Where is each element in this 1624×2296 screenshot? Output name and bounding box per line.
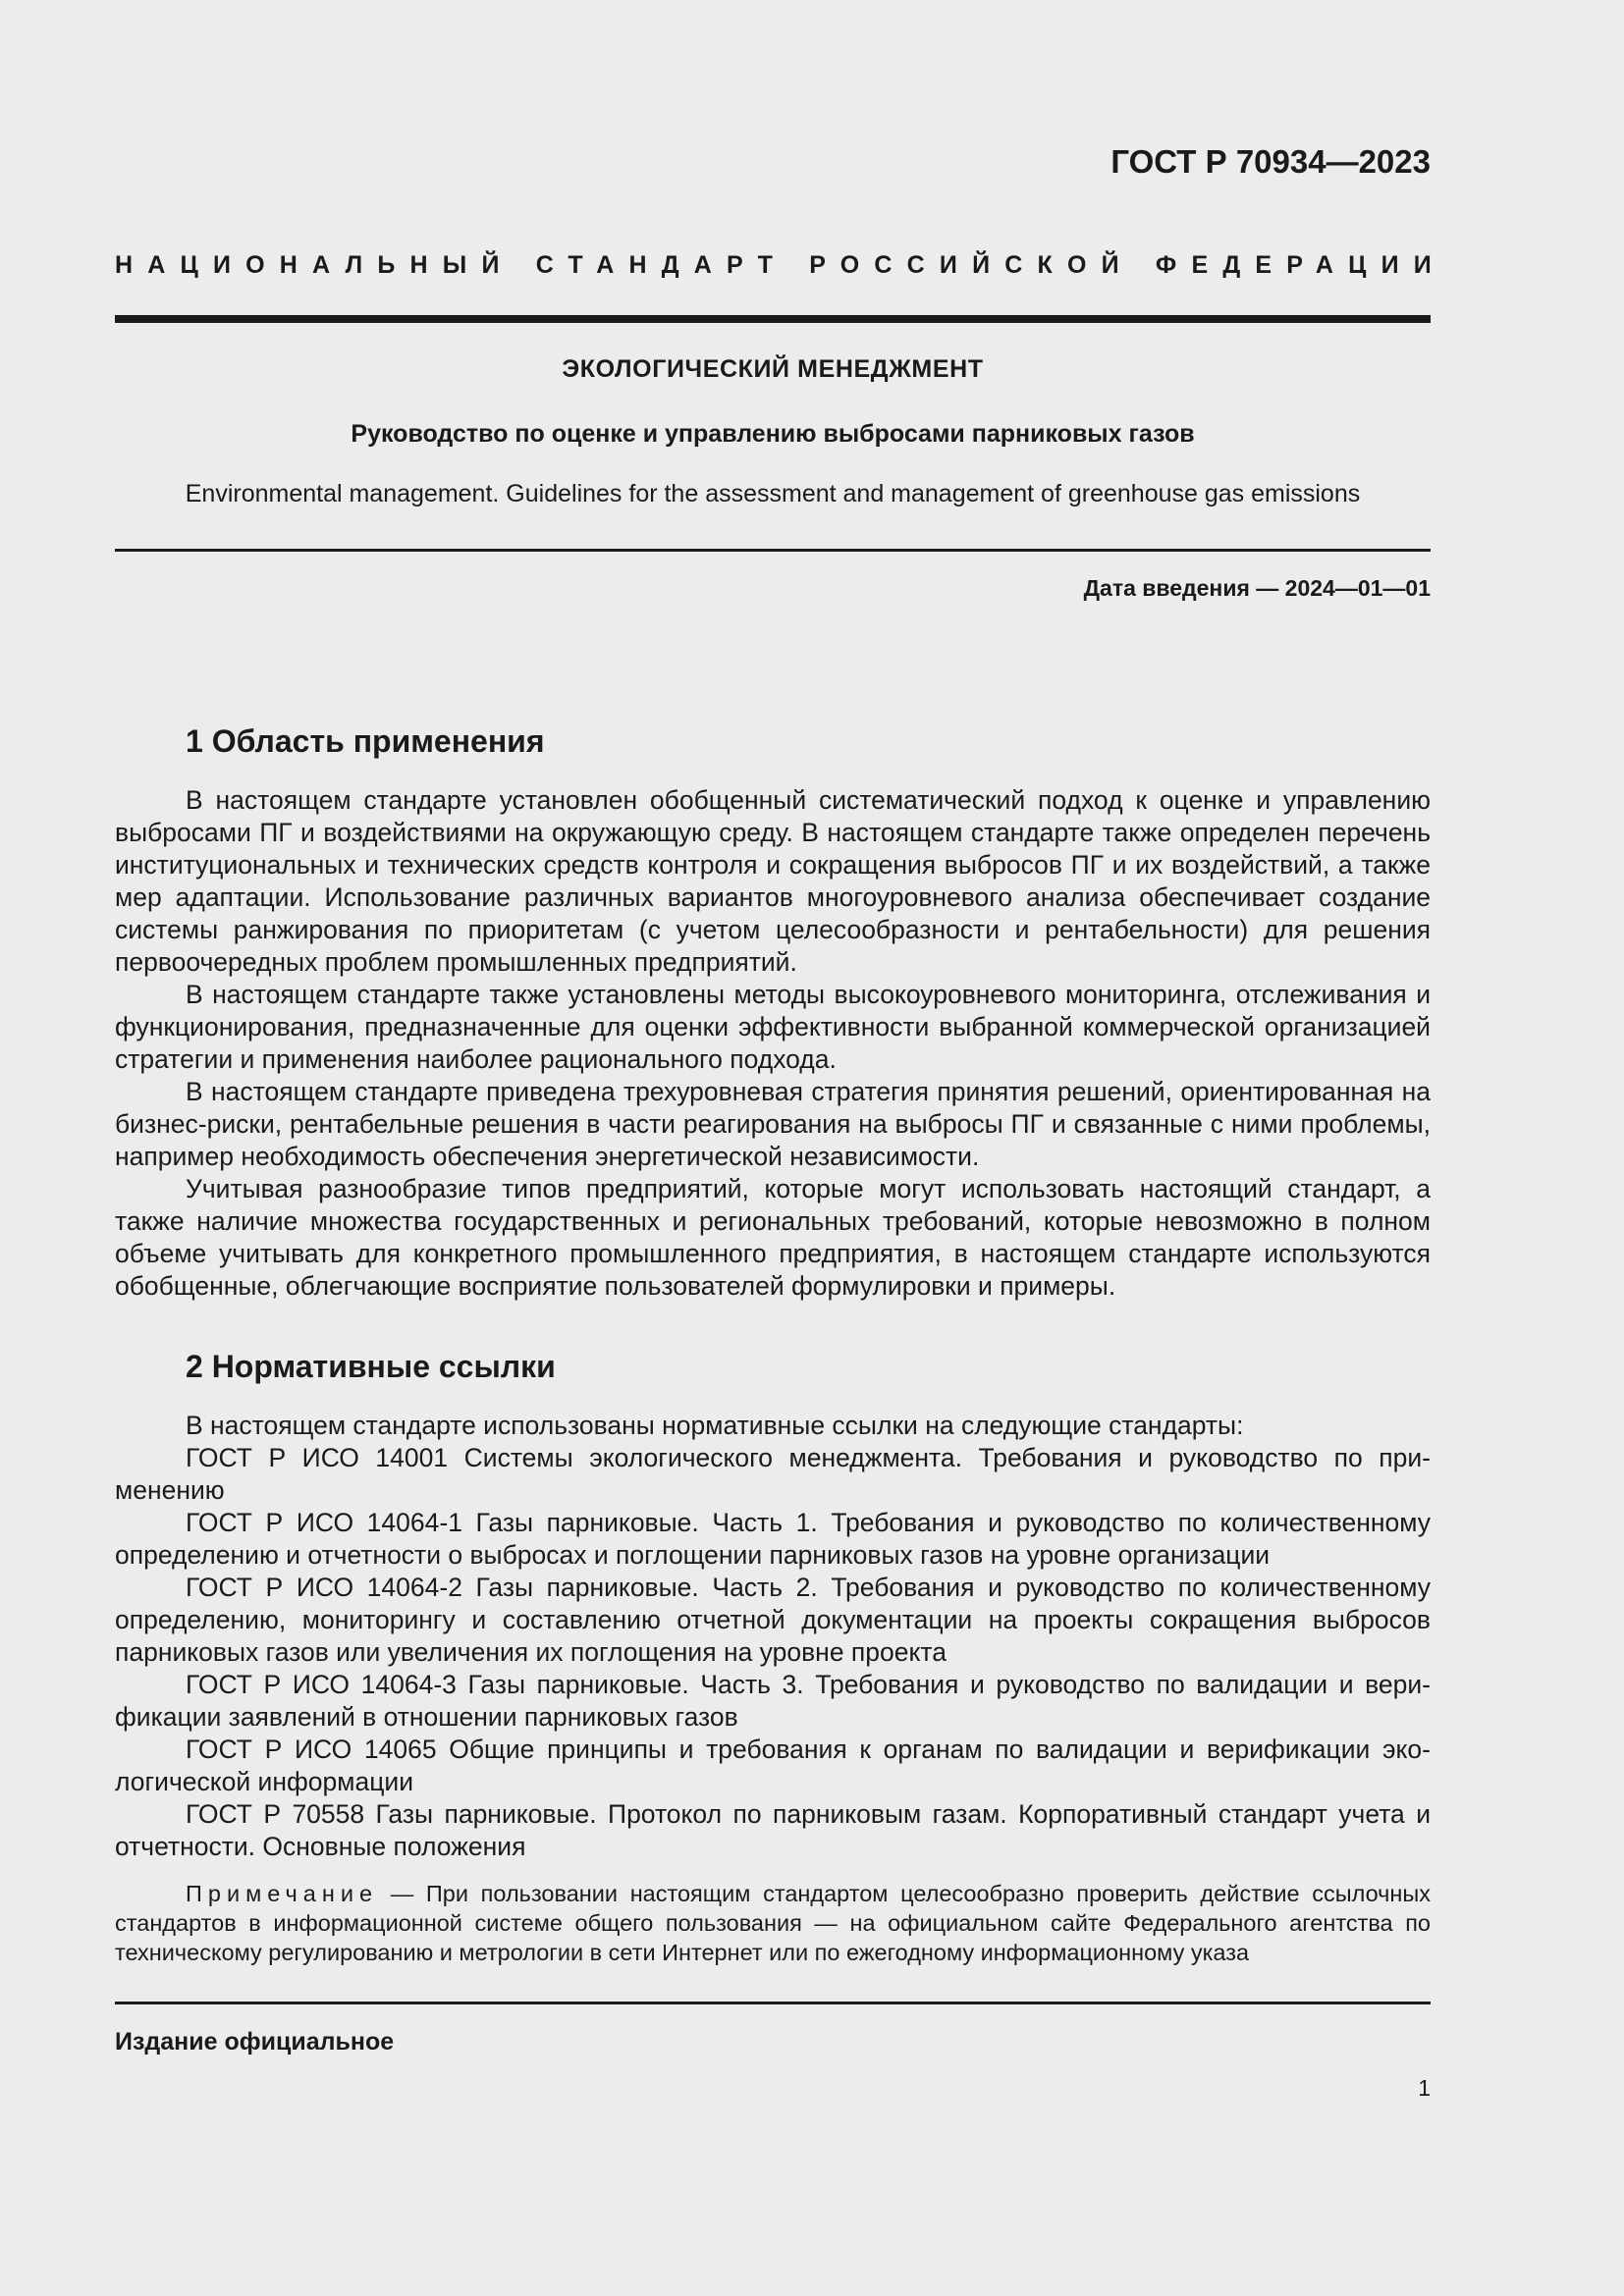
section-1-heading: 1 Область применения: [186, 723, 545, 759]
document-title: ЭКОЛОГИЧЕСКИЙ МЕНЕДЖМЕНТ: [562, 355, 984, 383]
standard-code: ГОСТ Р 70934—2023: [1110, 143, 1431, 180]
reference-item: ГОСТ Р ИСО 14065 Общие принципы и требования к органам по валидации и верификации экологической информации: [115, 1735, 1431, 1796]
reference-item: ГОСТ Р ИСО 14001 Системы экологического менеджмента. Требования и руководство по применению: [115, 1443, 1431, 1505]
title-divider: [115, 549, 1431, 552]
note-text: — При пользовании настоящим стандартом целесообразно проверить действие ссылочных стандартов в информационной системе общего пользования — на официальном сайте Федерального агентства по техническому регулированию и метрологии в сети Интернет или по ежегодному информационному указа: [115, 1881, 1431, 1965]
note: [115, 1879, 1431, 1967]
national-standard-caption: НАЦИОНАЛЬНЫЙ СТАНДАРТ РОССИЙСКОЙ ФЕДЕРАЦИИ: [115, 251, 1446, 279]
paragraph: В настоящем стандарте установлен обобщенный систематический подход к оценке и управлению выбросами ПГ и воздействиями на окружающую среду. В настоящем стандарте также определен перечень институциональных и технических средств контроля и сокращения выбросов ПГ и их воздействий, а также мер адаптации. Использование различных вариантов многоуровневого анализа обеспечивает создание системы ранжирования по приоритетам (с учетом целесообразности и рентабельности) для решения первоочередных проблем промышленных предприятий.: [115, 785, 1431, 977]
header-divider: [115, 315, 1431, 323]
reference-item: ГОСТ Р ИСО 14064-1 Газы парниковые. Часть 1. Требования и руководство по количественному определению и отчетности о выбросах и поглощении парниковых газов на уровне организации: [115, 1508, 1431, 1570]
introduction-date: Дата введения — 2024—01—01: [1083, 575, 1431, 601]
footer-divider: [115, 2002, 1431, 2004]
official-edition-label: Издание официальное: [115, 2028, 395, 2056]
reference-item: ГОСТ Р ИСО 14064-3 Газы парниковые. Часть 3. Требования и руководство по валидации и верификации заявлений в отношении парниковых газов: [115, 1670, 1431, 1732]
section-1-body: [115, 784, 1431, 1303]
references-intro: В настоящем стандарте использованы нормативные ссылки на следующие стандарты:: [186, 1411, 1244, 1440]
page-number: 1: [1418, 2075, 1431, 2101]
paragraph: В настоящем стандарте приведена трехуровневая стратегия принятия решений, ориентированная на бизнес-риски, рентабельные решения в части реагирования на выбросы ПГ и связанные с ними проблемы, например необходимость обеспечения энергетической независимости.: [115, 1077, 1431, 1171]
english-title: Environmental management. Guidelines for the assessment and management of greenhouse gas emissions: [185, 480, 1361, 507]
paragraph: Учитывая разнообразие типов предприятий, которые могут использовать настоящий стандарт, а также наличие множества государственных и региональных требований, которые невозможно в полном объеме учитывать для конкретного промышленного предприятия, в настоящем стандарте используются обобщенные, облегчающие восприятие пользователей формулировки и примеры.: [115, 1174, 1431, 1301]
reference-item: ГОСТ Р ИСО 14064-2 Газы парниковые. Часть 2. Требования и руководство по количественному определению, мониторингу и составлению отчетной документации на проекты сокращения выбросов парниковых газов или увеличения их поглощения на уровне проекта: [115, 1573, 1431, 1667]
section-2-body: [115, 1410, 1431, 1863]
document-subtitle: Руководство по оценке и управлению выбросами парниковых газов: [351, 420, 1195, 448]
reference-item: ГОСТ Р 70558 Газы парниковые. Протокол по парниковым газам. Корпоративный стандарт учета и отчетности. Основные положения: [115, 1799, 1431, 1861]
note-label: Примечание: [186, 1881, 379, 1906]
paragraph: В настоящем стандарте также установлены методы высокоуровневого мониторинга, отслеживания и функционирования, предназначенные для оценки эффективности выбранной коммерческой организацией стратегии и применения наиболее рационального подхода.: [115, 980, 1431, 1074]
section-2-heading: 2 Нормативные ссылки: [186, 1349, 556, 1384]
